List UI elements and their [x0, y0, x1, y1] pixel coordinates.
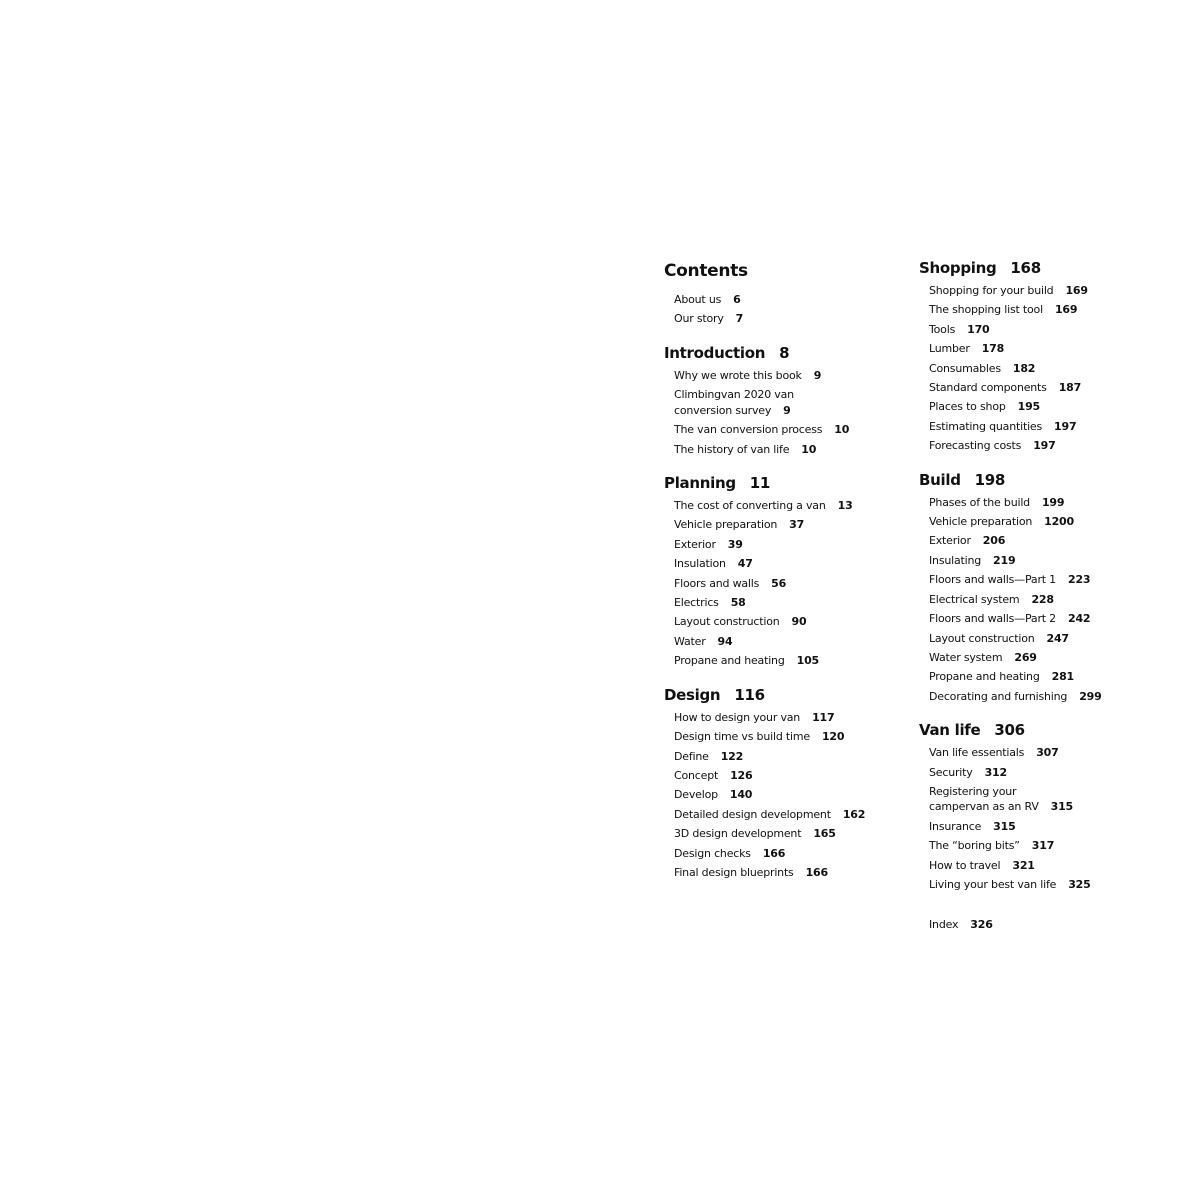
section-entries	[664, 496, 904, 671]
entry-page-number: 6	[733, 293, 741, 306]
entry-page-number: 162	[842, 807, 866, 821]
toc-entry-floors-and-walls-part-1	[929, 570, 1189, 589]
toc-entry-the-history-of-van-life	[674, 440, 904, 459]
entry-page-number: 120	[821, 730, 845, 744]
section-heading	[919, 258, 1189, 278]
toc-entry-van-life-essentials	[929, 743, 1189, 762]
front-matter-list	[664, 290, 904, 329]
section-heading	[664, 343, 904, 363]
entry-page-number: 1200	[1044, 515, 1074, 529]
entry-label: The van conversion process	[674, 423, 823, 437]
section-entries	[664, 366, 904, 459]
entry-label: Registering your campervan as an RV	[929, 784, 1039, 814]
entry-label: Consumables	[929, 361, 1001, 375]
toc-entry-tools	[929, 320, 1189, 339]
entry-label: Forecasting costs	[929, 439, 1022, 453]
toc-entry-our-story	[674, 309, 904, 328]
entry-label: Estimating quantities	[929, 419, 1043, 433]
entry-label: Floors and walls—Part 1	[929, 573, 1056, 587]
toc-entry-electrics	[674, 593, 904, 612]
toc-right-column	[919, 258, 1189, 934]
entry-label: Floors and walls	[674, 576, 760, 590]
contents-title: Contents	[664, 261, 748, 281]
section-entries	[664, 708, 904, 883]
section-page-number: 198	[974, 470, 1006, 489]
toc-entry-layout-construction	[674, 612, 904, 631]
entry-label: Vehicle preparation	[929, 515, 1033, 529]
entry-label: Security	[929, 765, 973, 779]
toc-entry-water	[674, 632, 904, 651]
entry-page-number: 166	[805, 865, 828, 879]
entry-page-number: 165	[813, 827, 836, 841]
toc-entry-the-shopping-list-tool	[929, 300, 1189, 319]
entry-label: Develop	[674, 788, 718, 802]
entry-page-number: 169	[1054, 303, 1078, 317]
entry-label: Electrics	[674, 596, 719, 610]
entry-page-number: 166	[762, 846, 786, 860]
entry-page-number: 195	[1017, 400, 1041, 414]
toc-entry-the-cost-of-converting-a-van	[674, 496, 904, 515]
entry-page-number: 182	[1012, 361, 1036, 375]
entry-label: Van life essentials	[929, 746, 1025, 760]
toc-entry-develop	[674, 785, 904, 804]
entry-label: Final design blueprints	[674, 865, 794, 879]
entry-page-number: 117	[812, 710, 835, 724]
entry-page-number: 197	[1033, 439, 1056, 453]
entry-page-number: 140	[729, 788, 753, 802]
section-heading	[919, 720, 1189, 740]
entry-label: Standard components	[929, 381, 1047, 395]
entry-label: Why we wrote this book	[674, 368, 802, 382]
section-title: Build	[919, 470, 961, 489]
entry-page-number: 312	[984, 765, 1007, 779]
entry-page-number: 37	[789, 518, 805, 532]
index-label: Index	[929, 917, 959, 931]
left-sections	[664, 343, 904, 883]
toc-entry-define	[674, 747, 904, 766]
entry-page-number: 169	[1065, 284, 1088, 297]
entry-page-number: 242	[1067, 612, 1091, 626]
section-title: Van life	[919, 721, 981, 740]
toc-entry-consumables	[929, 359, 1189, 378]
entry-page-number: 199	[1041, 495, 1065, 509]
entry-page-number: 10	[834, 423, 850, 437]
entry-label: Decorating and furnishing	[929, 689, 1068, 703]
section-entries	[919, 743, 1189, 894]
section-page-number: 116	[734, 685, 765, 704]
toc-entry-propane-and-heating	[674, 651, 904, 670]
entry-page-number: 94	[717, 634, 733, 648]
entry-label: Insurance	[929, 819, 982, 833]
toc-entry-standard-components	[929, 378, 1189, 397]
entry-label: Tools	[929, 322, 956, 336]
toc-entry-final-design-blueprints	[674, 863, 904, 882]
toc-entry-why-we-wrote-this-book	[674, 366, 904, 385]
section-entries	[919, 493, 1189, 706]
entry-label: Detailed design development	[674, 807, 831, 821]
toc-entry-detailed-design-development	[674, 805, 904, 824]
toc-entry-vehicle-preparation	[929, 512, 1189, 531]
toc-entry-forecasting-costs	[929, 436, 1189, 455]
entry-label: How to travel	[929, 858, 1001, 872]
entry-page-number: 126	[730, 768, 753, 782]
entry-page-number: 47	[737, 557, 753, 571]
section-heading	[919, 470, 1189, 490]
entry-label: Our story	[674, 312, 724, 326]
right-sections	[919, 258, 1189, 895]
section-planning	[664, 473, 904, 671]
section-design	[664, 685, 904, 883]
entry-page-number: 299	[1079, 689, 1102, 703]
toc-entry-floors-and-walls-part-2	[929, 609, 1189, 628]
entry-page-number: 178	[981, 342, 1005, 356]
section-title: Shopping	[919, 259, 997, 277]
entry-label: Concept	[674, 768, 719, 782]
toc-entry-the-van-conversion-process	[674, 420, 904, 439]
entry-label: Layout construction	[674, 615, 780, 629]
entry-page-number: 325	[1068, 878, 1091, 892]
entry-page-number: 223	[1067, 573, 1091, 587]
entry-page-number: 321	[1012, 858, 1035, 872]
entry-label: Living your best van life	[929, 878, 1057, 892]
toc-entry-exterior	[674, 535, 904, 554]
entry-label: Insulation	[674, 557, 726, 571]
entry-label: The cost of converting a van	[674, 499, 826, 513]
entry-page-number: 105	[796, 654, 819, 668]
toc-entry-electrical-system	[929, 590, 1189, 609]
entry-label: Places to shop	[929, 400, 1006, 414]
toc-entry-living-your-best-van-life	[929, 875, 1189, 894]
section-page-number: 306	[994, 721, 1025, 740]
entry-page-number: 7	[735, 312, 744, 326]
entry-page-number: 315	[993, 819, 1016, 833]
toc-entry-shopping-for-your-build	[929, 281, 1189, 300]
entry-page-number: 9	[783, 403, 791, 417]
toc-entry-layout-construction	[929, 629, 1189, 648]
entry-label: 3D design development	[674, 827, 802, 841]
toc-entry-insulating	[929, 551, 1189, 570]
toc-entry-concept	[674, 766, 904, 785]
entry-label: Shopping for your build	[929, 284, 1054, 297]
section-build	[919, 470, 1189, 706]
section-title: Planning	[664, 474, 736, 493]
toc-entry-decorating-and-furnishing	[929, 687, 1189, 706]
entry-label: Water system	[929, 650, 1003, 664]
entry-page-number: 56	[771, 576, 787, 590]
entry-page-number: 122	[720, 749, 744, 763]
entry-page-number: 219	[993, 553, 1016, 567]
section-van-life	[919, 720, 1189, 894]
toc-entry-how-to-travel	[929, 856, 1189, 875]
toc-entry-security	[929, 763, 1189, 782]
toc-entry-vehicle-preparation	[674, 515, 904, 534]
toc-left-column	[664, 260, 904, 896]
entry-page-number: 170	[967, 322, 990, 336]
toc-entry-exterior	[929, 531, 1189, 550]
entry-label: Propane and heating	[674, 654, 785, 668]
index-entry	[919, 915, 1189, 934]
entry-label: Define	[674, 749, 709, 763]
entry-page-number: 58	[730, 596, 746, 610]
section-entries	[919, 281, 1189, 456]
entry-label: Water	[674, 634, 706, 648]
entry-label: The history of van life	[674, 442, 790, 456]
entry-page-number: 307	[1036, 746, 1059, 760]
entry-page-number: 247	[1046, 631, 1069, 645]
entry-page-number: 39	[727, 537, 743, 551]
entry-label: Vehicle preparation	[674, 518, 778, 532]
section-title: Design	[664, 685, 721, 704]
toc-entry-about-us	[674, 290, 904, 309]
toc-entry-propane-and-heating	[929, 667, 1189, 686]
toc-entry-climbingvan-2020-van-conversion-survey	[674, 385, 824, 420]
section-page-number: 11	[749, 474, 771, 493]
entry-label: About us	[674, 293, 722, 306]
entry-page-number: 90	[791, 615, 807, 629]
toc-entry-places-to-shop	[929, 397, 1189, 416]
entry-label: Layout construction	[929, 631, 1035, 645]
entry-page-number: 269	[1014, 650, 1037, 664]
entry-label: Insulating	[929, 553, 982, 567]
entry-label: Climbingvan 2020 van conversion survey	[674, 388, 794, 417]
toc-entry-floors-and-walls	[674, 574, 904, 593]
entry-page-number: 206	[982, 534, 1006, 548]
toc-entry-insurance	[929, 817, 1189, 836]
entry-label: How to design your van	[674, 710, 801, 724]
entry-label: The shopping list tool	[929, 303, 1043, 317]
entry-page-number: 315	[1050, 800, 1074, 814]
entry-page-number: 187	[1058, 381, 1082, 395]
entry-page-number: 13	[837, 499, 853, 513]
entry-label: Propane and heating	[929, 670, 1040, 684]
section-shopping	[919, 258, 1189, 456]
entry-label: Design checks	[674, 846, 751, 860]
entry-label: Design time vs build time	[674, 730, 810, 744]
entry-label: Electrical system	[929, 592, 1020, 606]
index-page: 326	[970, 917, 993, 931]
toc-entry-estimating-quantities	[929, 417, 1189, 436]
toc-entry-the-boring-bits	[929, 836, 1189, 855]
toc-entry-design-checks	[674, 844, 904, 863]
toc-entry-water-system	[929, 648, 1189, 667]
entry-label: Floors and walls—Part 2	[929, 612, 1056, 626]
section-heading	[664, 473, 904, 493]
entry-page-number: 317	[1031, 839, 1055, 853]
toc-entry-design-time-vs-build-time	[674, 727, 904, 746]
front-matter	[664, 290, 904, 329]
section-heading	[664, 685, 904, 705]
section-title: Introduction	[664, 343, 766, 362]
entry-page-number: 228	[1031, 592, 1054, 606]
entry-page-number: 9	[813, 368, 822, 382]
entry-label: Exterior	[929, 534, 971, 548]
section-introduction	[664, 343, 904, 459]
toc-entry-how-to-design-your-van	[674, 708, 904, 727]
entry-label: Phases of the build	[929, 495, 1030, 509]
entry-page-number: 10	[801, 442, 817, 456]
entry-label: The “boring bits”	[929, 839, 1020, 853]
entry-page-number: 197	[1054, 419, 1077, 433]
entry-label: Lumber	[929, 342, 970, 356]
toc-entry-phases-of-the-build	[929, 493, 1189, 512]
toc-entry-registering-your-campervan-as-an-rv	[929, 782, 1079, 817]
entry-page-number: 281	[1051, 670, 1074, 684]
toc-entry-3d-design-development	[674, 824, 904, 843]
toc-entry-insulation	[674, 554, 904, 573]
entry-label: Exterior	[674, 537, 716, 551]
toc-entry-lumber	[929, 339, 1189, 358]
section-page-number: 8	[779, 343, 790, 362]
section-page-number: 168	[1010, 259, 1041, 277]
